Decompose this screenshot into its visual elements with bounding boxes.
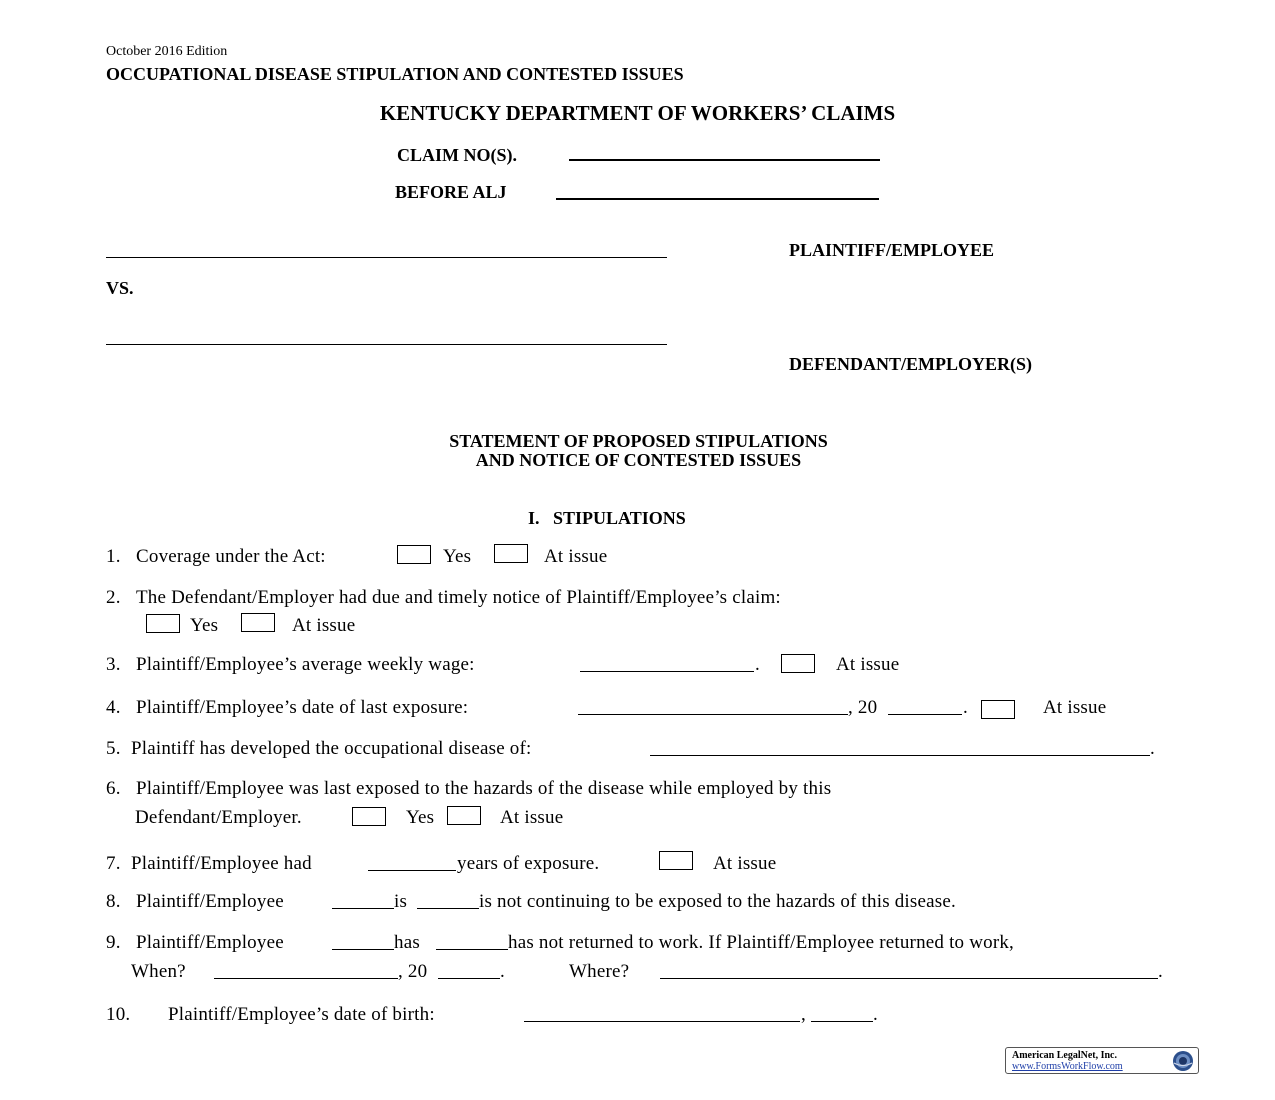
item-9-text-b: has [394,932,420,953]
plaintiff-name-field[interactable] [106,257,667,258]
item-5-text: Plaintiff has developed the occupational disease of: [131,738,532,759]
item-5-period: . [1150,738,1155,759]
item-1-text: Coverage under the Act: [136,546,326,567]
item-4-period: . [963,697,968,718]
item-1-yes-label: Yes [443,546,472,567]
item-4-date-field[interactable] [578,714,848,715]
item-9-where-label: Where? [569,961,630,982]
claim-number-label: CLAIM NO(S). [397,145,517,165]
item-10-number: 10. [106,1004,131,1025]
item-5-disease-field[interactable] [650,755,1150,756]
item-10-comma: , [801,1004,806,1025]
item-3-at-issue-checkbox[interactable] [781,654,815,673]
statement-title-line1: STATEMENT OF PROPOSED STIPULATIONS [449,431,828,451]
item-8-number: 8. [106,891,121,912]
item-9-where-field[interactable] [660,978,1158,979]
item-9-year-field[interactable] [438,978,500,979]
item-9-has-not-field[interactable] [436,949,508,950]
item-2-text: The Defendant/Employer had due and timely notice of Plaintiff/Employee’s claim: [136,587,781,608]
item-4-at-issue-checkbox[interactable] [981,700,1015,719]
item-7-text-a: Plaintiff/Employee had [131,853,312,874]
item-4-number: 4. [106,697,121,718]
item-5-number: 5. [106,738,121,759]
item-9-has-field[interactable] [332,949,394,950]
item-6-at-issue-checkbox[interactable] [447,806,481,825]
item-8-text-c: is not continuing to be exposed to the hazards of this disease. [479,891,956,912]
item-1-at-issue-checkbox[interactable] [494,544,528,563]
item-6-text-continued: Defendant/Employer. [135,807,302,828]
alj-label: BEFORE ALJ [395,182,507,202]
item-7-years-field[interactable] [368,870,456,871]
item-2-at-issue-checkbox[interactable] [241,613,275,632]
item-2-number: 2. [106,587,121,608]
item-9-when-label: When? [131,961,186,982]
item-1-number: 1. [106,546,121,567]
defendant-label: DEFENDANT/EMPLOYER(S) [789,354,1033,374]
item-7-text-b: years of exposure. [457,853,600,874]
section-title: I. STIPULATIONS [528,508,686,528]
item-8-is-not-field[interactable] [417,908,479,909]
item-1-yes-checkbox[interactable] [397,545,431,564]
globe-icon [1172,1050,1194,1072]
item-7-at-issue-label: At issue [713,853,777,874]
department-title: KENTUCKY DEPARTMENT OF WORKERS’ CLAIMS [379,101,896,125]
american-legalnet-logo[interactable] [1005,1047,1199,1074]
item-8-is-field[interactable] [332,908,394,909]
item-10-birth-date-field[interactable] [524,1021,800,1022]
item-6-number: 6. [106,778,121,799]
item-3-wage-field[interactable] [580,671,754,672]
item-1-at-issue-label: At issue [544,546,608,567]
item-10-period: . [873,1004,878,1025]
item-4-at-issue-label: At issue [1043,697,1107,718]
item-6-yes-checkbox[interactable] [352,807,386,826]
item-9-when-date-field[interactable] [214,978,398,979]
item-4-year-field[interactable] [888,714,962,715]
item-7-at-issue-checkbox[interactable] [659,851,693,870]
item-9-period-2: . [1158,961,1163,982]
statement-title-line2: AND NOTICE OF CONTESTED ISSUES [475,450,802,470]
versus-label: VS. [106,278,134,298]
item-3-period: . [755,654,760,675]
item-10-text: Plaintiff/Employee’s date of birth: [168,1004,435,1025]
item-6-at-issue-label: At issue [500,807,564,828]
item-9-number: 9. [106,932,121,953]
alj-field[interactable] [556,198,879,200]
item-3-number: 3. [106,654,121,675]
item-9-text-c: has not returned to work. If Plaintiff/Employee returned to work, [508,932,1014,953]
item-2-yes-label: Yes [190,615,219,636]
item-10-year-field[interactable] [811,1021,873,1022]
logo-website-link[interactable]: www.FormsWorkFlow.com [1012,1061,1123,1072]
item-4-year-prefix: , 20 [848,697,878,718]
edition-label: October 2016 Edition [106,44,228,59]
item-2-at-issue-label: At issue [292,615,356,636]
claim-number-field[interactable] [569,159,880,161]
logo-company-name: American LegalNet, Inc. [1012,1050,1117,1061]
plaintiff-label: PLAINTIFF/EMPLOYEE [789,240,995,260]
item-9-year-prefix: , 20 [398,961,428,982]
item-8-text-a: Plaintiff/Employee [136,891,284,912]
item-4-text: Plaintiff/Employee’s date of last exposure: [136,697,469,718]
item-6-text: Plaintiff/Employee was last exposed to the hazards of the disease while employed by this [136,778,832,799]
item-6-yes-label: Yes [406,807,435,828]
item-2-yes-checkbox[interactable] [146,614,180,633]
item-8-text-b: is [394,891,408,912]
item-9-text-a: Plaintiff/Employee [136,932,284,953]
item-3-at-issue-label: At issue [836,654,900,675]
defendant-name-field[interactable] [106,344,667,345]
item-7-number: 7. [106,853,121,874]
form-title: OCCUPATIONAL DISEASE STIPULATION AND CONTESTED ISSUES [106,64,684,84]
item-9-period: . [500,961,505,982]
item-3-text: Plaintiff/Employee’s average weekly wage: [136,654,475,675]
